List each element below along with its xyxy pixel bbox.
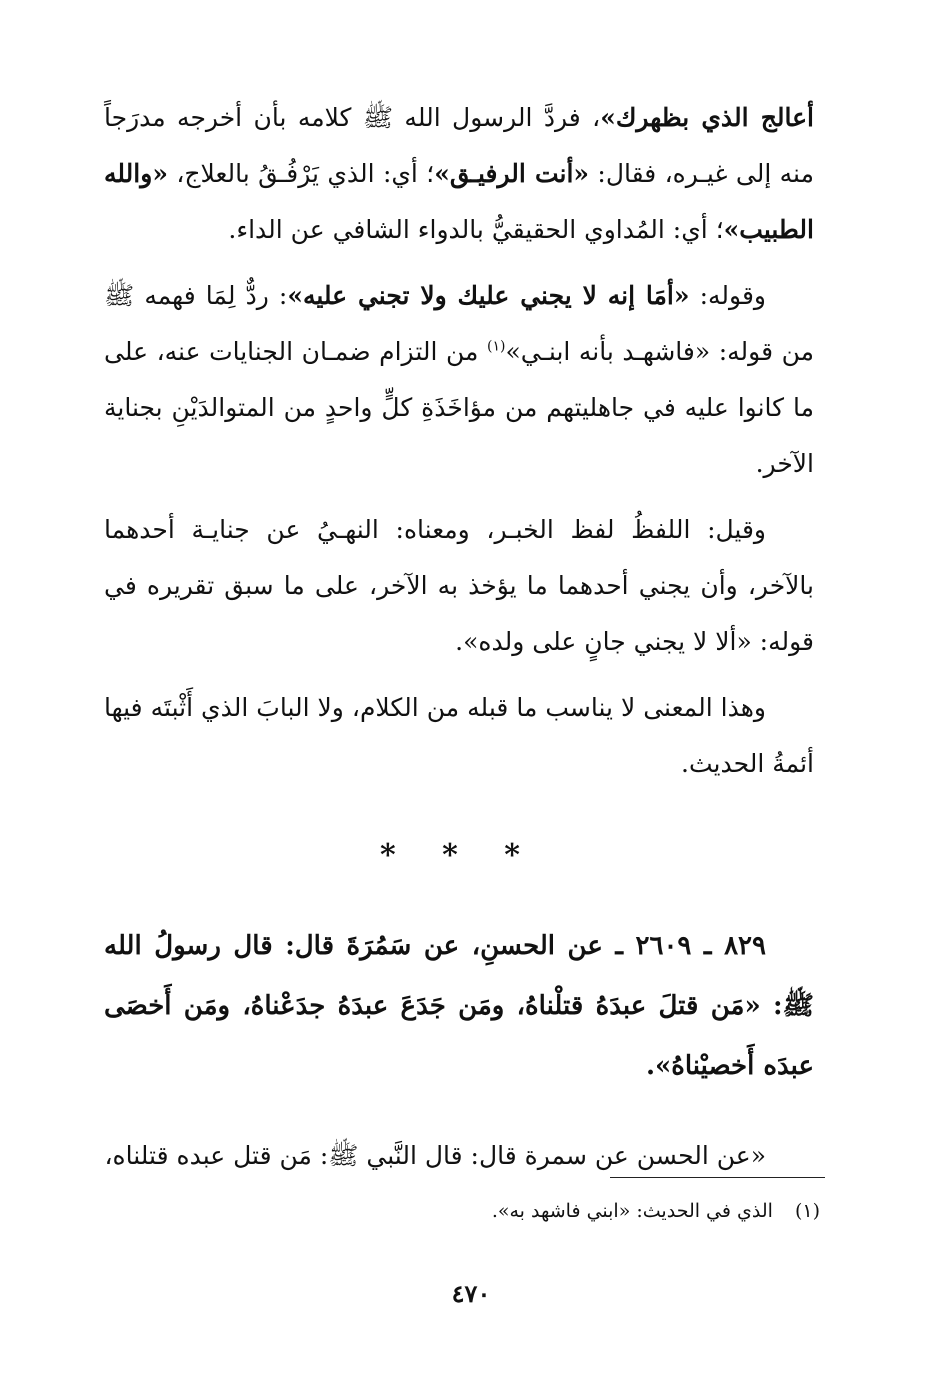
paragraph-3: وقيل: اللفظُ لفظ الخبـر، ومعناه: النهـيُ عن جنايـة أحدهما بالآخر، وأن يجني أحدهما ما يؤخذ به الآخر، على ما سبق تقريره في قوله: «ألا لا يجني جانٍ على ولده». (104, 515, 814, 656)
paragraph-1-text-3: ؛ أي: المُداوي الحقيقيُّ بالدواء الشافي عن الداء. (228, 215, 724, 244)
quote-treat-back: أعالج الذي بظهرك» (600, 103, 814, 132)
paragraph-1 (104, 90, 814, 258)
commentary-text: «عن الحسن عن سمرة قال: قال النَّبي ﷺ: مَن قتل عبده قتلناه، (104, 1141, 766, 1170)
page-number: ٤٧٠ (451, 1279, 491, 1308)
paragraph-1-text-2: ؛ أي: الذي يَرْفُـقُ بالعلاج، (167, 159, 435, 188)
footnote-divider (610, 1177, 825, 1178)
paragraph-2-text-1: وقوله: (689, 281, 766, 310)
section-separator: * * * (380, 838, 538, 873)
quote-no-harm: «أمَا إنه لا يجني عليك ولا تجني عليه» (287, 281, 690, 310)
paragraph-1-text-1: ، فردَّ الرسول الله ﷺ كلامه بأن أخرجه مدرَجاً منه إلى غيـره، فقال: (104, 103, 814, 188)
footnote-reference[interactable]: (١) (486, 338, 506, 355)
paragraph-2-text-3: من التزام ضمـان الجنايات عنه، على ما كانوا عليه في جاهليتهم من مؤاخَذَةِ كلٍّ واحدٍ من المتوالدَيْنِ بجناية الآخر. (104, 337, 814, 478)
hadith-text: ٨٢٩ ـ ٢٦٠٩ ـ عن الحسنِ، عن سَمُرَةَ قال: قال رسولُ الله ﷺ: «مَن قتلَ عبدَهُ قتلْناهُ، ومَن جَدَعَ عبدَهُ جدَعْناهُ، ومَن أَخصَى عبدَه أَخصيْناهُ». (104, 931, 814, 1081)
paragraph-2 (104, 268, 814, 492)
quote-you-are-gentle: «أنت الرفيـق» (434, 159, 590, 188)
footnote-number: (١) (794, 1200, 820, 1222)
paragraph-4: وهذا المعنى لا يناسب ما قبله من الكلام، ولا البابَ الذي أَثْبتَه فيها أئمةُ الحديث. (104, 693, 814, 778)
footnote (492, 1196, 820, 1226)
footnote-text: الذي في الحديث: «ابني فاشهد به». (491, 1200, 773, 1222)
quote-allah-physician: «والله الطبيب» (104, 159, 814, 244)
paragraph-2-text-2: : ردٌّ لِمَا فهمه ﷺ من قوله: «فاشهـد بأنه ابنـي» (104, 281, 814, 366)
